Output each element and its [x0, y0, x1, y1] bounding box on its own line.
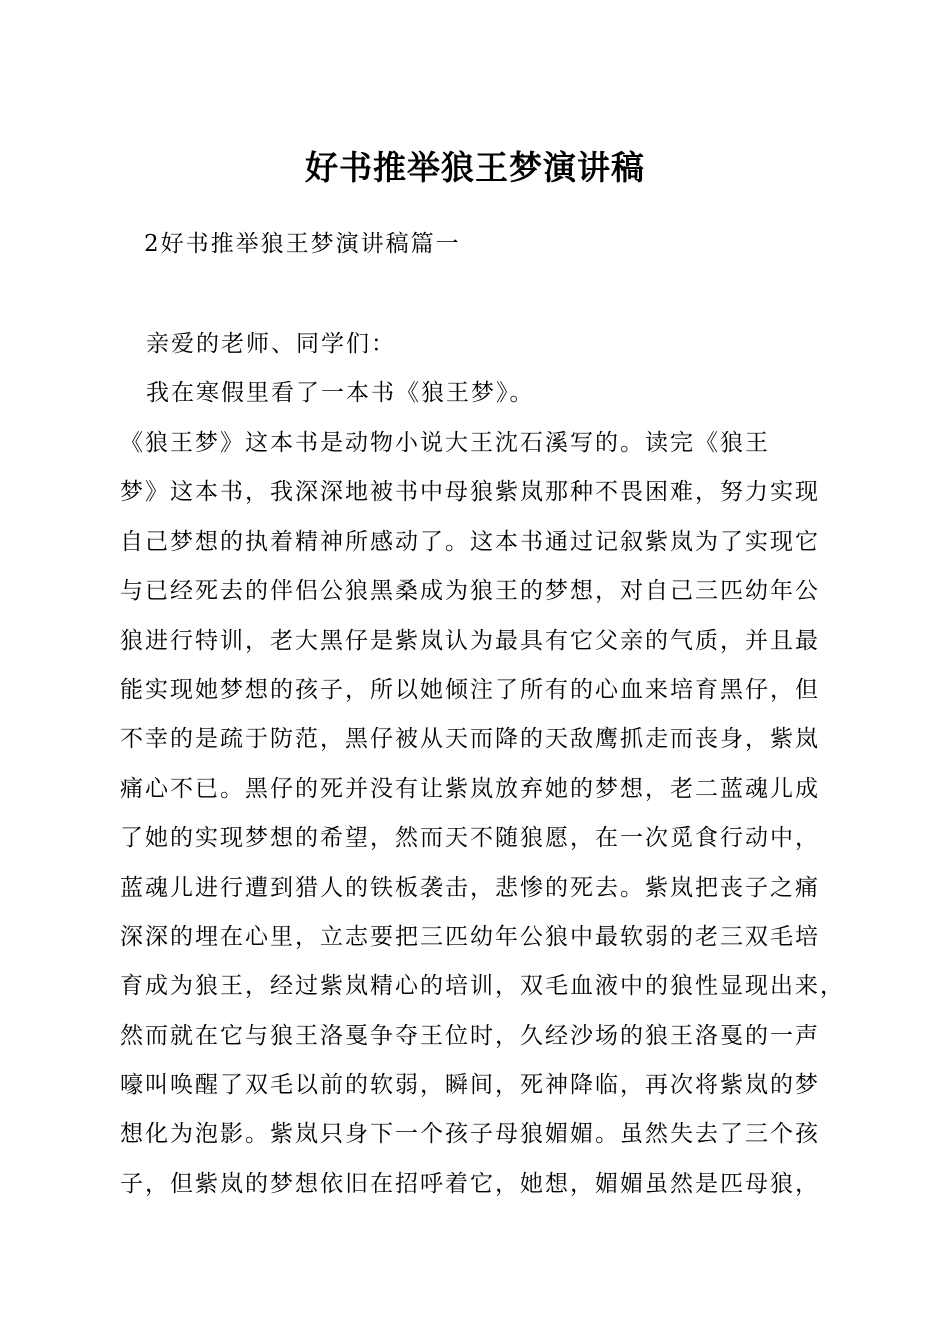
- greeting-line: 亲爱的老师、同学们：: [146, 331, 396, 357]
- body-line: 与已经死去的伴侣公狼黑桑成为狼王的梦想，对自己三匹幼年公: [120, 578, 820, 605]
- body-line: 不幸的是疏于防范，黑仔被从天而降的天敌鹰抓走而丧身，紫岚: [120, 726, 820, 753]
- body-paragraph: [120, 423, 860, 1213]
- body-line: 蓝魂儿进行遭到猎人的铁板袭击，悲惨的死去。紫岚把丧子之痛: [120, 874, 820, 901]
- body-line: 梦》这本书，我深深地被书中母狼紫岚那种不畏困难，努力实现: [120, 479, 820, 506]
- body-line: 育成为狼王，经过紫岚精心的培训，双毛血液中的狼性显现出来，: [120, 973, 845, 1000]
- body-line: 狼进行特训，老大黑仔是紫岚认为最具有它父亲的气质，并且最: [120, 627, 820, 654]
- body-line: 子，但紫岚的梦想依旧在招呼着它，她想，媚媚虽然是匹母狼，: [120, 1170, 820, 1197]
- document-title: 好书推举狼王梦演讲稿: [305, 148, 645, 187]
- body-line: 嚎叫唤醒了双毛以前的软弱，瞬间，死神降临，再次将紫岚的梦: [120, 1072, 820, 1099]
- document-subtitle: 2好书推举狼王梦演讲稿篇一: [144, 231, 461, 257]
- body-line: 然而就在它与狼王洛戛争夺王位时，久经沙场的狼王洛戛的一声: [120, 1022, 820, 1049]
- body-line: 《狼王梦》这本书是动物小说大王沈石溪写的。读完《狼王: [120, 430, 770, 456]
- body-line: 深深的埋在心里，立志要把三匹幼年公狼中最软弱的老三双毛培: [120, 923, 820, 950]
- body-line: 能实现她梦想的孩子，所以她倾注了所有的心血来培育黑仔，但: [120, 676, 820, 703]
- body-line: 想化为泡影。紫岚只身下一个孩子母狼媚媚。虽然失去了三个孩: [120, 1121, 820, 1148]
- body-line: 痛心不已。黑仔的死并没有让紫岚放弃她的梦想，老二蓝魂儿成: [120, 775, 820, 802]
- paragraph-1: 我在寒假里看了一本书《狼王梦》。: [146, 380, 535, 406]
- body-line: 了她的实现梦想的希望，然而天不随狼愿，在一次觅食行动中，: [120, 825, 820, 852]
- body-line: 自己梦想的执着精神所感动了。这本书通过记叙紫岚为了实现它: [120, 528, 820, 555]
